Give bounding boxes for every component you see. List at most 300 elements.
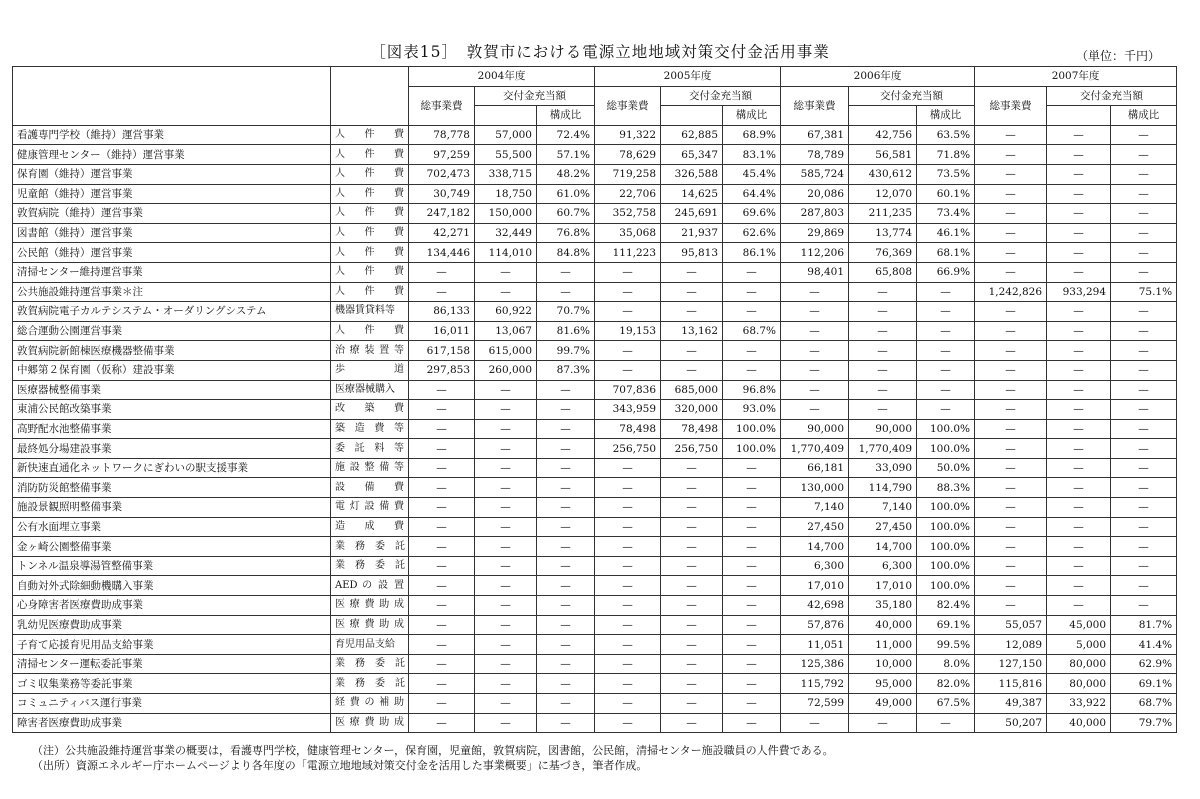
ratio-cell: — — [537, 262, 595, 282]
total-cost-cell: — — [595, 537, 661, 557]
total-cost-cell: 27,450 — [781, 517, 849, 537]
total-cost-cell: — — [975, 360, 1047, 380]
grant-amount-cell: — — [1047, 302, 1111, 322]
ratio-cell: 99.7% — [537, 341, 595, 361]
total-cost-cell: 1,770,409 — [781, 439, 849, 459]
table-row — [13, 537, 1177, 557]
grant-amount-cell: — — [661, 478, 723, 498]
project-name: 子育て応援育児用品支給事業 — [13, 635, 331, 655]
grant-amount-cell: 76,369 — [849, 243, 917, 263]
ratio-cell: — — [723, 556, 781, 576]
total-cost-cell: — — [409, 400, 475, 420]
grant-amount-cell: 27,450 — [849, 517, 917, 537]
table-row — [13, 576, 1177, 596]
total-cost-cell: — — [595, 654, 661, 674]
expense-category: 経 費 の 補 助 — [331, 694, 409, 714]
ratio-cell: 86.1% — [723, 243, 781, 263]
expense-category: 人 件 費 — [331, 145, 409, 165]
header-ratio: 構成比 — [537, 106, 595, 126]
grant-amount-cell: — — [1047, 321, 1111, 341]
total-cost-cell: — — [595, 674, 661, 694]
expense-category: 人 件 費 — [331, 164, 409, 184]
total-cost-cell: 72,599 — [781, 694, 849, 714]
total-cost-cell: — — [975, 556, 1047, 576]
ratio-cell: — — [537, 517, 595, 537]
total-cost-cell: — — [781, 400, 849, 420]
grant-amount-cell: — — [475, 282, 537, 302]
ratio-cell: 100.0% — [917, 439, 975, 459]
total-cost-cell: — — [975, 262, 1047, 282]
table-row — [13, 419, 1177, 439]
ratio-cell: 100.0% — [917, 556, 975, 576]
grant-amount-cell: 256,750 — [661, 439, 723, 459]
header-grant: 交付金充当額 — [1047, 86, 1177, 106]
grant-amount-cell: 33,922 — [1047, 694, 1111, 714]
total-cost-cell: 125,386 — [781, 654, 849, 674]
project-name: 保育園（維持）運営事業 — [13, 164, 331, 184]
total-cost-cell: — — [595, 713, 661, 733]
grant-amount-cell: 211,235 — [849, 204, 917, 224]
ratio-cell: — — [1111, 419, 1177, 439]
project-name: 施設景観照明整備事業 — [13, 498, 331, 518]
grant-amount-cell: 13,067 — [475, 321, 537, 341]
grant-amount-cell: — — [475, 419, 537, 439]
total-cost-cell: — — [975, 498, 1047, 518]
ratio-cell: — — [1111, 125, 1177, 145]
ratio-cell: 72.4% — [537, 125, 595, 145]
total-cost-cell: 134,446 — [409, 243, 475, 263]
total-cost-cell: — — [595, 282, 661, 302]
total-cost-cell: 585,724 — [781, 164, 849, 184]
ratio-cell: — — [1111, 184, 1177, 204]
grant-amount-cell: — — [1047, 125, 1111, 145]
total-cost-cell: — — [975, 145, 1047, 165]
total-cost-cell: — — [975, 341, 1047, 361]
total-cost-cell: 1,242,826 — [975, 282, 1047, 302]
ratio-cell: 99.5% — [917, 635, 975, 655]
total-cost-cell: — — [595, 694, 661, 714]
table-row — [13, 556, 1177, 576]
ratio-cell: 8.0% — [917, 654, 975, 674]
ratio-cell: — — [723, 282, 781, 302]
total-cost-cell: 127,150 — [975, 654, 1047, 674]
table-row — [13, 694, 1177, 714]
project-name: 乳幼児医療費助成事業 — [13, 615, 331, 635]
project-name: 公共施設維持運営事業＊注 — [13, 282, 331, 302]
grant-amount-cell: — — [475, 400, 537, 420]
total-cost-cell: — — [975, 576, 1047, 596]
ratio-cell: 81.7% — [1111, 615, 1177, 635]
grant-amount-cell: 150,000 — [475, 204, 537, 224]
total-cost-cell: — — [975, 596, 1047, 616]
grant-amount-cell: — — [661, 713, 723, 733]
expense-category: 人 件 費 — [331, 243, 409, 263]
expense-category: AED の 設 置 — [331, 576, 409, 596]
ratio-cell: 69.6% — [723, 204, 781, 224]
ratio-cell: 73.5% — [917, 164, 975, 184]
grant-amount-cell: 17,010 — [849, 576, 917, 596]
grant-amount-cell: 13,774 — [849, 223, 917, 243]
table-row — [13, 654, 1177, 674]
grant-amount-cell: 55,500 — [475, 145, 537, 165]
unit-label: （単位：千円） — [1075, 49, 1160, 63]
total-cost-cell: — — [409, 380, 475, 400]
grant-amount-cell: 13,162 — [661, 321, 723, 341]
table-row — [13, 243, 1177, 263]
expense-category: 人 件 費 — [331, 262, 409, 282]
grant-amount-cell: 1,770,409 — [849, 439, 917, 459]
total-cost-cell: — — [781, 321, 849, 341]
grant-amount-cell: 95,813 — [661, 243, 723, 263]
total-cost-cell: — — [595, 262, 661, 282]
ratio-cell: 82.0% — [917, 674, 975, 694]
grant-amount-cell: — — [1047, 458, 1111, 478]
grant-amount-cell: — — [475, 713, 537, 733]
total-cost-cell: 78,778 — [409, 125, 475, 145]
total-cost-cell: 256,750 — [595, 439, 661, 459]
header-total: 総事業費 — [975, 86, 1047, 125]
project-name: 総合運動公園運営事業 — [13, 321, 331, 341]
total-cost-cell: 29,869 — [781, 223, 849, 243]
expense-category: 治 療 装 置 等 — [331, 341, 409, 361]
total-cost-cell: 343,959 — [595, 400, 661, 420]
total-cost-cell: — — [975, 302, 1047, 322]
header-grant: 交付金充当額 — [849, 86, 975, 106]
expense-category: 人 件 費 — [331, 223, 409, 243]
footnote-source: （出所）資源エネルギー庁ホームページより各年度の「電源立地地域対策交付金を活用した事業概要」に基づき，筆者作成。 — [32, 759, 648, 772]
grant-amount-cell: — — [475, 458, 537, 478]
ratio-cell: — — [1111, 498, 1177, 518]
table-row — [13, 498, 1177, 518]
total-cost-cell: 12,089 — [975, 635, 1047, 655]
grant-amount-cell: 320,000 — [661, 400, 723, 420]
expense-category: 育児用品支給 — [331, 635, 409, 655]
grant-amount-cell: 65,347 — [661, 145, 723, 165]
total-cost-cell: 702,473 — [409, 164, 475, 184]
ratio-cell: — — [1111, 243, 1177, 263]
ratio-cell: 69.1% — [917, 615, 975, 635]
table-row — [13, 380, 1177, 400]
table-row — [13, 674, 1177, 694]
grant-amount-cell: — — [1047, 360, 1111, 380]
grant-amount-cell: — — [1047, 380, 1111, 400]
total-cost-cell: 6,300 — [781, 556, 849, 576]
grant-amount-cell: 18,750 — [475, 184, 537, 204]
ratio-cell: — — [723, 615, 781, 635]
total-cost-cell: 90,000 — [781, 419, 849, 439]
grant-amount-cell: — — [661, 360, 723, 380]
ratio-cell: 88.3% — [917, 478, 975, 498]
ratio-cell: 69.1% — [1111, 674, 1177, 694]
grant-amount-cell: 78,498 — [661, 419, 723, 439]
table-row — [13, 302, 1177, 322]
grant-amount-cell: — — [661, 302, 723, 322]
total-cost-cell: — — [409, 478, 475, 498]
total-cost-cell: — — [781, 282, 849, 302]
total-cost-cell: 112,206 — [781, 243, 849, 263]
header-total: 総事業費 — [409, 86, 475, 125]
grant-amount-cell: 33,090 — [849, 458, 917, 478]
table-body — [13, 125, 1177, 732]
header-grant-amount — [1047, 106, 1111, 126]
expense-category: 人 件 費 — [331, 321, 409, 341]
grant-amount-cell: — — [475, 537, 537, 557]
total-cost-cell: — — [975, 419, 1047, 439]
grant-amount-cell: — — [661, 694, 723, 714]
ratio-cell: 81.6% — [537, 321, 595, 341]
project-name: 高野配水池整備事業 — [13, 419, 331, 439]
ratio-cell: 93.0% — [723, 400, 781, 420]
total-cost-cell: — — [975, 439, 1047, 459]
header-grant: 交付金充当額 — [661, 86, 781, 106]
ratio-cell: — — [1111, 145, 1177, 165]
grant-usage-table — [12, 66, 1177, 733]
grant-amount-cell: — — [661, 576, 723, 596]
total-cost-cell: — — [975, 223, 1047, 243]
table-row — [13, 145, 1177, 165]
ratio-cell: 87.3% — [537, 360, 595, 380]
ratio-cell: — — [723, 674, 781, 694]
total-cost-cell: 42,698 — [781, 596, 849, 616]
expense-category: 委 託 料 等 — [331, 439, 409, 459]
ratio-cell: — — [537, 674, 595, 694]
total-cost-cell: — — [595, 596, 661, 616]
expense-category: 設 備 費 — [331, 478, 409, 498]
page-title: ［図表15］ 敦賀市における電源立地地域対策交付金活用事業 — [370, 43, 830, 61]
total-cost-cell: — — [975, 164, 1047, 184]
project-name: 消防防災館整備事業 — [13, 478, 331, 498]
total-cost-cell: 115,792 — [781, 674, 849, 694]
project-name: コミュニティバス運行事業 — [13, 694, 331, 714]
header-ratio: 構成比 — [1111, 106, 1177, 126]
expense-category: 歩 道 — [331, 360, 409, 380]
total-cost-cell: — — [595, 498, 661, 518]
expense-category: 造 成 費 — [331, 517, 409, 537]
table-row — [13, 282, 1177, 302]
header-total: 総事業費 — [595, 86, 661, 125]
ratio-cell: — — [723, 537, 781, 557]
grant-amount-cell: 35,180 — [849, 596, 917, 616]
grant-amount-cell: 114,010 — [475, 243, 537, 263]
grant-amount-cell: — — [1047, 517, 1111, 537]
grant-amount-cell: — — [475, 478, 537, 498]
project-name: 清掃センター運転委託事業 — [13, 654, 331, 674]
total-cost-cell: — — [595, 458, 661, 478]
total-cost-cell: — — [409, 419, 475, 439]
table-row — [13, 517, 1177, 537]
ratio-cell: 82.4% — [917, 596, 975, 616]
project-name: 敦賀病院電子カルテシステム・オーダリングシステム — [13, 302, 331, 322]
grant-amount-cell: — — [1047, 400, 1111, 420]
ratio-cell: — — [537, 654, 595, 674]
grant-amount-cell: — — [661, 615, 723, 635]
ratio-cell: 68.1% — [917, 243, 975, 263]
ratio-cell: — — [1111, 556, 1177, 576]
ratio-cell: 64.4% — [723, 184, 781, 204]
ratio-cell: 100.0% — [917, 537, 975, 557]
project-name: 中郷第２保育園（仮称）建設事業 — [13, 360, 331, 380]
grant-amount-cell: 49,000 — [849, 694, 917, 714]
total-cost-cell: 78,498 — [595, 419, 661, 439]
header-row-years — [13, 67, 1177, 87]
total-cost-cell: 115,816 — [975, 674, 1047, 694]
ratio-cell: — — [1111, 204, 1177, 224]
ratio-cell: — — [917, 713, 975, 733]
ratio-cell: 67.5% — [917, 694, 975, 714]
expense-category: 人 件 費 — [331, 125, 409, 145]
total-cost-cell: — — [975, 204, 1047, 224]
project-name: 公有水面埋立事業 — [13, 517, 331, 537]
ratio-cell: — — [723, 302, 781, 322]
grant-amount-cell: — — [475, 615, 537, 635]
project-name: 看護専門学校（維持）運営事業 — [13, 125, 331, 145]
ratio-cell: — — [1111, 596, 1177, 616]
table-row — [13, 478, 1177, 498]
ratio-cell: — — [537, 282, 595, 302]
total-cost-cell: — — [975, 184, 1047, 204]
ratio-cell: — — [1111, 262, 1177, 282]
ratio-cell: 66.9% — [917, 262, 975, 282]
grant-amount-cell: — — [1047, 439, 1111, 459]
ratio-cell: — — [723, 654, 781, 674]
grant-amount-cell: — — [661, 458, 723, 478]
total-cost-cell: 97,259 — [409, 145, 475, 165]
grant-amount-cell: — — [475, 576, 537, 596]
ratio-cell: — — [537, 576, 595, 596]
project-name: 最終処分場建設事業 — [13, 439, 331, 459]
total-cost-cell: — — [781, 302, 849, 322]
total-cost-cell: 19,153 — [595, 321, 661, 341]
total-cost-cell: 22,706 — [595, 184, 661, 204]
table-row — [13, 204, 1177, 224]
ratio-cell: 62.6% — [723, 223, 781, 243]
ratio-cell: — — [537, 596, 595, 616]
total-cost-cell: 42,271 — [409, 223, 475, 243]
total-cost-cell: 11,051 — [781, 635, 849, 655]
total-cost-cell: — — [409, 498, 475, 518]
expense-category: 人 件 費 — [331, 204, 409, 224]
grant-amount-cell: — — [849, 400, 917, 420]
total-cost-cell: — — [409, 713, 475, 733]
project-name: 児童館（維持）運営事業 — [13, 184, 331, 204]
expense-category: 業 務 委 託 — [331, 537, 409, 557]
expense-category: 業 務 委 託 — [331, 674, 409, 694]
table-row — [13, 341, 1177, 361]
grant-amount-cell: — — [475, 498, 537, 518]
grant-amount-cell: 430,612 — [849, 164, 917, 184]
total-cost-cell: — — [975, 458, 1047, 478]
ratio-cell: — — [537, 635, 595, 655]
total-cost-cell: 17,010 — [781, 576, 849, 596]
total-cost-cell: 16,011 — [409, 321, 475, 341]
grant-amount-cell: — — [661, 517, 723, 537]
grant-amount-cell: — — [475, 380, 537, 400]
ratio-cell: — — [537, 556, 595, 576]
total-cost-cell: — — [781, 341, 849, 361]
grant-amount-cell: — — [1047, 478, 1111, 498]
total-cost-cell: 66,181 — [781, 458, 849, 478]
grant-amount-cell: — — [1047, 164, 1111, 184]
ratio-cell: — — [1111, 360, 1177, 380]
grant-amount-cell: 42,756 — [849, 125, 917, 145]
total-cost-cell: — — [595, 615, 661, 635]
grant-amount-cell: — — [661, 282, 723, 302]
ratio-cell: — — [723, 694, 781, 714]
ratio-cell: — — [1111, 164, 1177, 184]
ratio-cell: — — [723, 360, 781, 380]
total-cost-cell: 49,387 — [975, 694, 1047, 714]
table-row — [13, 125, 1177, 145]
ratio-cell: 100.0% — [917, 517, 975, 537]
grant-amount-cell: — — [849, 341, 917, 361]
footnotes — [32, 743, 834, 773]
ratio-cell: — — [1111, 537, 1177, 557]
project-name: 東浦公民館改築事業 — [13, 400, 331, 420]
grant-amount-cell: — — [849, 360, 917, 380]
total-cost-cell: — — [975, 380, 1047, 400]
ratio-cell: — — [917, 321, 975, 341]
total-cost-cell: 78,629 — [595, 145, 661, 165]
grant-amount-cell: — — [475, 439, 537, 459]
project-name: トンネル温泉導湯管整備事業 — [13, 556, 331, 576]
grant-amount-cell: — — [661, 556, 723, 576]
ratio-cell: — — [537, 478, 595, 498]
total-cost-cell: — — [409, 694, 475, 714]
grant-amount-cell: — — [1047, 243, 1111, 263]
ratio-cell: — — [1111, 517, 1177, 537]
ratio-cell: — — [537, 419, 595, 439]
total-cost-cell: — — [409, 674, 475, 694]
grant-amount-cell: — — [661, 341, 723, 361]
project-name: 心身障害者医療費助成事業 — [13, 596, 331, 616]
total-cost-cell: 91,322 — [595, 125, 661, 145]
table-row — [13, 439, 1177, 459]
project-name: 金ヶ崎公園整備事業 — [13, 537, 331, 557]
grant-amount-cell: — — [661, 674, 723, 694]
grant-amount-cell: 12,070 — [849, 184, 917, 204]
grant-amount-cell: — — [475, 262, 537, 282]
header-grant-amount — [661, 106, 723, 126]
expense-category: 医 療 費 助 成 — [331, 713, 409, 733]
ratio-cell: — — [917, 360, 975, 380]
total-cost-cell: — — [409, 654, 475, 674]
header-blank-category — [331, 67, 409, 126]
grant-amount-cell: 933,294 — [1047, 282, 1111, 302]
total-cost-cell: — — [409, 635, 475, 655]
ratio-cell: — — [723, 262, 781, 282]
ratio-cell: — — [537, 380, 595, 400]
total-cost-cell: — — [781, 713, 849, 733]
grant-amount-cell: 56,581 — [849, 145, 917, 165]
ratio-cell: — — [1111, 400, 1177, 420]
grant-amount-cell: 326,588 — [661, 164, 723, 184]
total-cost-cell: — — [595, 556, 661, 576]
grant-amount-cell: — — [1047, 556, 1111, 576]
ratio-cell: — — [723, 498, 781, 518]
grant-amount-cell: — — [849, 321, 917, 341]
grant-amount-cell: — — [661, 635, 723, 655]
table-row — [13, 164, 1177, 184]
header-year-2005: 2005年度 — [595, 67, 781, 87]
total-cost-cell: — — [409, 439, 475, 459]
total-cost-cell: 86,133 — [409, 302, 475, 322]
grant-amount-cell: — — [475, 556, 537, 576]
ratio-cell: — — [537, 713, 595, 733]
ratio-cell: — — [723, 713, 781, 733]
ratio-cell: — — [1111, 576, 1177, 596]
grant-amount-cell: 615,000 — [475, 341, 537, 361]
grant-amount-cell: — — [1047, 223, 1111, 243]
